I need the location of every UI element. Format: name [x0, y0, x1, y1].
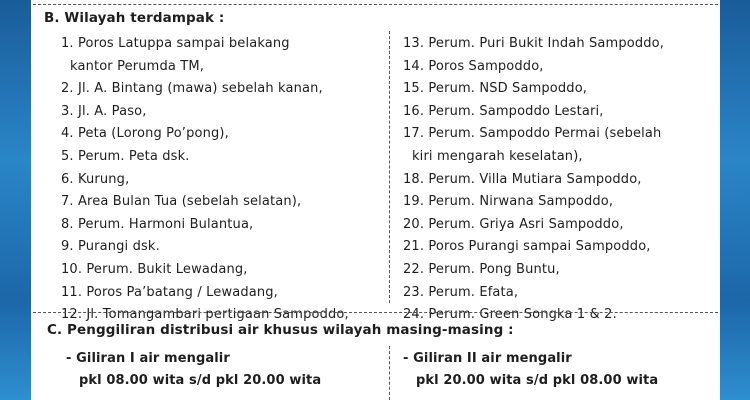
area-item: 2. Jl. A. Bintang (mawa) sebelah kanan, — [61, 81, 323, 97]
area-item: 7. Area Bulan Tua (sebelah selatan), — [61, 194, 302, 210]
distribution-turn-2 — [403, 348, 658, 392]
area-item: 4. Peta (Lorong Po’pong), — [61, 126, 229, 142]
area-item: 20. Perum. Griya Asri Sampoddo, — [403, 216, 624, 232]
middle-dashed-divider — [33, 312, 718, 313]
area-item: 17. Perum. Sampoddo Permai (sebelah — [403, 126, 662, 142]
area-item: 8. Perum. Harmoni Bulantua, — [61, 216, 254, 232]
area-item: 10. Perum. Bukit Lewadang, — [61, 261, 248, 277]
area-item: 23. Perum. Efata, — [403, 284, 519, 300]
area-item: 11. Poros Pa’batang / Lewadang, — [61, 284, 278, 300]
distribution-turn-1 — [66, 348, 321, 392]
area-item: 6. Kurung, — [61, 171, 130, 187]
area-item-continuation: kantor Perumda TM, — [70, 58, 204, 74]
area-item: 19. Perum. Nirwana Sampoddo, — [403, 194, 614, 210]
area-item: 3. Jl. A. Paso, — [61, 103, 147, 119]
area-item: 14. Poros Sampoddo, — [403, 58, 544, 74]
turn-2-label: - Giliran II air mengalir — [403, 351, 572, 366]
area-item: 16. Perum. Sampoddo Lestari, — [403, 103, 604, 119]
column-dashed-divider — [389, 31, 390, 303]
area-item: 9. Purangi dsk. — [61, 239, 160, 255]
area-item: 12. Jl. Tomangambari pertigaan Sampoddo, — [61, 307, 349, 323]
area-item: 5. Perum. Peta dsk. — [61, 148, 190, 164]
area-item-continuation: kiri mengarah keselatan), — [412, 148, 583, 164]
area-item: 21. Poros Purangi sampai Sampoddo, — [403, 239, 651, 255]
top-dashed-divider — [33, 4, 718, 5]
section-b-title: B. Wilayah terdampak : — [44, 10, 225, 26]
area-item: 13. Perum. Puri Bukit Indah Sampoddo, — [403, 36, 665, 51]
turn-1-time: pkl 08.00 wita s/d pkl 20.00 wita — [79, 373, 322, 388]
section-c-title: C. Penggiliran distribusi air khusus wilayah masing-masing : — [47, 322, 514, 338]
affected-areas-left-column — [61, 33, 391, 327]
affected-areas-right-column — [403, 33, 713, 327]
turn-2-time: pkl 20.00 wita s/d pkl 08.00 wita — [416, 373, 659, 388]
section-c-dashed-divider — [389, 346, 390, 400]
area-item: 24. Perum. Green Songka 1 & 2. — [403, 307, 617, 323]
area-item: 18. Perum. Villa Mutiara Sampoddo, — [403, 171, 642, 187]
announcement-sheet — [31, 0, 720, 400]
area-item: 15. Perum. NSD Sampoddo, — [403, 81, 588, 97]
area-item: 22. Perum. Pong Buntu, — [403, 261, 560, 277]
turn-1-label: - Giliran I air mengalir — [66, 351, 230, 366]
area-item: 1. Poros Latuppa sampai belakang — [61, 36, 290, 51]
